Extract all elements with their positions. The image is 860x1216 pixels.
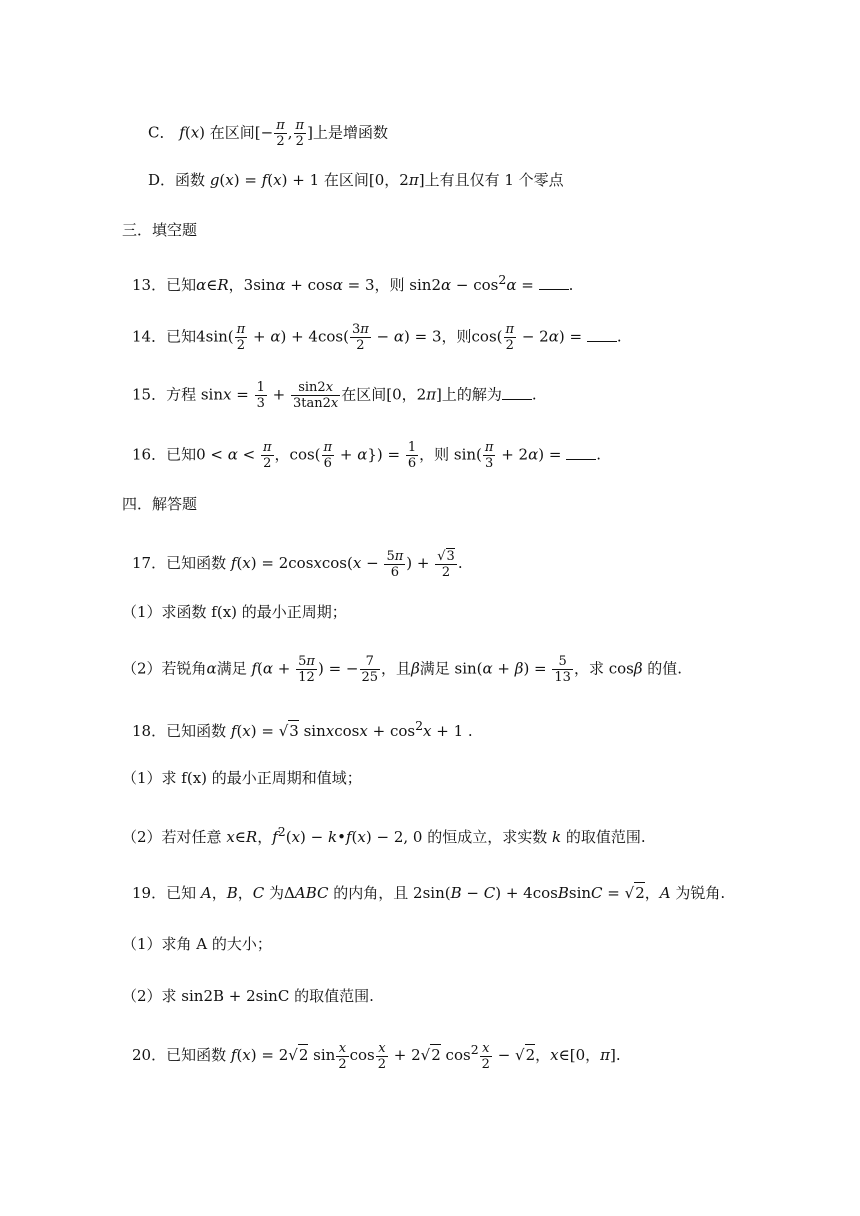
problem-14: 14．已知4sin( $\frac{\pi}{2}$ + α) + 4cos( $\frac{3\pi}{2}$ − α) = 3，则cos( $\frac{\pi}{2}$ − 2α) = .	[132, 322, 622, 353]
answer-blank	[502, 387, 532, 400]
answer-blank	[587, 329, 617, 342]
problem-19-part-1: （1）求角 A 的大小；	[122, 935, 272, 953]
problem-number: 17．	[132, 554, 167, 572]
option-c: C． f(x) 在区间[− $\frac{\pi}{2}$ , $\frac{\pi}{2}$ ]上是增函数	[148, 118, 388, 149]
problem-13: 13．已知α∈R，3sinα + cosα = 3，则 $\sin 2\alpha - \cos^2\alpha$ = .	[132, 272, 574, 294]
answer-blank	[566, 447, 596, 460]
problem-18-part-1: （1）求 f(x) 的最小正周期和值域；	[122, 769, 362, 787]
section-heading: 三．填空题	[122, 221, 198, 239]
problem-17: 17．已知函数 f(x) = 2cosxcos(x − $\frac{5\pi}{6}$ ) + $\frac{√3}{2}$ .	[132, 548, 463, 580]
option-text: 函数	[175, 171, 210, 189]
problem-number: 14．	[132, 327, 167, 346]
section-heading: 四．解答题	[122, 495, 198, 513]
problem-number: 18．	[132, 722, 167, 740]
option-text: 上有且仅有 1 个零点	[424, 171, 564, 189]
option-d: D．函数 g(x) = f(x) + 1 在区间[0，2π]上有且仅有 1 个零点	[148, 171, 564, 189]
option-label: C．	[148, 123, 175, 142]
problem-number: 20．	[132, 1046, 167, 1064]
problem-16: 16．已知0 < α < $\frac{\pi}{2}$ ，cos( $\frac{\pi}{6}$ + α}) = $\frac{1}{6}$ ，则 sin( $\frac{\pi}{3}$ + 2α) = .	[132, 440, 601, 471]
fraction: $\frac{\pi}{2}$	[295, 118, 305, 149]
problem-19: 19．已知 A，B，C 为ΔABC 的内角，且 2sin(B − C) + 4cosBsinC = √2，A 为锐角.	[132, 884, 726, 902]
problem-18-part-2: （2）若对任意 x∈R，$f^2(x)$ − k•f(x) − 2, 0 的恒成立，求实数 k 的取值范围.	[122, 824, 646, 846]
problem-number: 13．	[132, 276, 167, 294]
option-text: 在区间	[205, 123, 255, 142]
fraction: $\frac{\pi}{2}$	[276, 118, 285, 149]
problem-number: 15．	[132, 385, 167, 404]
option-text: 在区间	[323, 171, 369, 189]
math-x: x	[190, 123, 200, 142]
option-label: D．	[148, 171, 176, 189]
problem-17-part-2: （2）若锐角α满足 f(α + $\frac{5\pi}{12}$ ) = − $\frac{7}{25}$ ，且β满足 sin(α + β) = $\frac{5}{13}$ ，求 cosβ 的值.	[122, 654, 683, 685]
problem-18: 18．已知函数 f(x) = √3 sinxcosx + $\cos^2x + 1$ .	[132, 718, 473, 740]
option-text: 上是增函数	[312, 123, 388, 142]
math-fx: f	[179, 123, 185, 142]
problem-20: 20．已知函数 f(x) = 2√2 sin $\frac{x}{2}$ cos $\frac{x}{2}$ + 2√2 $\cos^2$ $\frac{x}{2}$ − √2，x∈[0，π].	[132, 1040, 621, 1072]
problem-number: 16．	[132, 445, 167, 464]
answer-blank	[539, 277, 569, 290]
problem-number: 19．	[132, 884, 167, 902]
problem-15: 15．方程 sinx = $\frac{1}{3}$ + $\frac{\sin 2x}{3\tan 2x}$ 在区间[0，2π]上的解为 .	[132, 380, 537, 411]
problem-19-part-2: （2）求 sin2B + 2sinC 的取值范围.	[122, 987, 374, 1005]
problem-17-part-1: （1）求函数 f(x) 的最小正周期；	[122, 603, 347, 621]
